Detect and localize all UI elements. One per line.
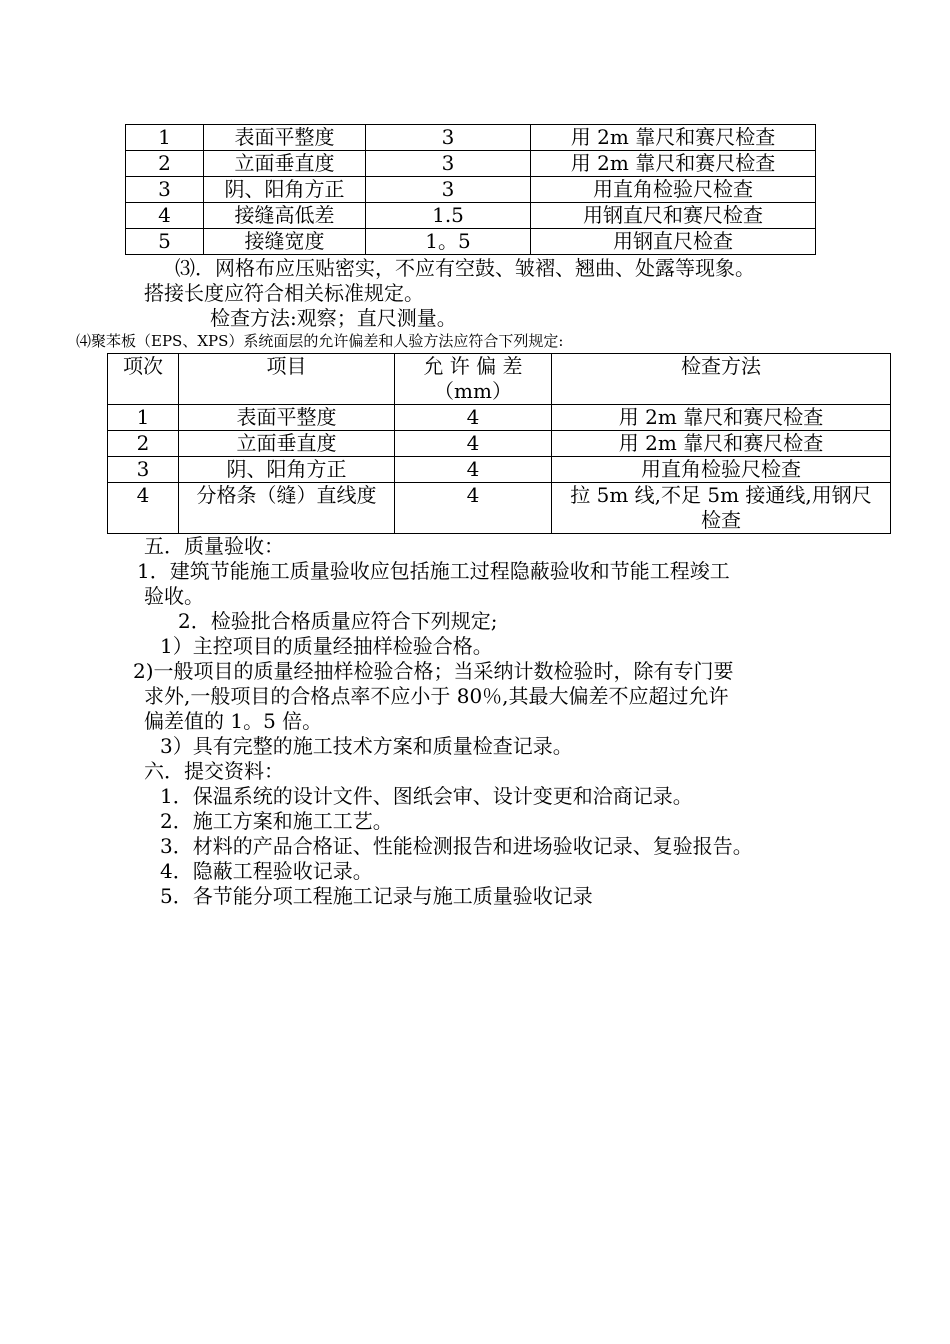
table-cell: 用钢直尺和赛尺检查 xyxy=(531,203,816,229)
tolerance-table-2 xyxy=(107,353,891,534)
table-cell: 3 xyxy=(366,177,531,203)
table-cell: 3 xyxy=(108,457,179,483)
table-cell: 用 2m 靠尺和赛尺检查 xyxy=(531,151,816,177)
section-6-item-3: 3．材料的产品合格证、性能检测报告和进场验收记录、复验报告。 xyxy=(160,834,753,858)
section-5-sub-1: 1）主控项目的质量经抽样检验合格。 xyxy=(160,634,493,658)
table-cell: 3 xyxy=(126,177,204,203)
section-6-item-4: 4．隐蔽工程验收记录。 xyxy=(160,859,373,883)
table-cell: 1.5 xyxy=(366,203,531,229)
table-row xyxy=(126,151,816,177)
table-cell: 用 2m 靠尺和赛尺检查 xyxy=(552,405,891,431)
table-cell: 3 xyxy=(366,125,531,151)
section-5-sub-3: 3）具有完整的施工技术方案和质量检查记录。 xyxy=(160,734,573,758)
table-cell: 用 2m 靠尺和赛尺检查 xyxy=(531,125,816,151)
table-cell: 1 xyxy=(108,405,179,431)
table-row xyxy=(108,431,891,457)
table-header-cell: 允 许 偏 差（mm） xyxy=(395,354,552,405)
paragraph-3-line-1: ⑶．网格布应压贴密实，不应有空鼓、皱褶、翘曲、处露等现象。 xyxy=(175,256,755,280)
table-cell: 表面平整度 xyxy=(179,405,395,431)
table-cell: 立面垂直度 xyxy=(204,151,366,177)
table-row xyxy=(108,457,891,483)
section-5-sub-2-line-1: 2)一般项目的质量经抽样检验合格；当采纳计数检验时，除有专门要 xyxy=(133,659,734,683)
table-cell: 2 xyxy=(108,431,179,457)
table-cell: 用钢直尺检查 xyxy=(531,229,816,255)
table-cell: 2 xyxy=(126,151,204,177)
table-cell: 阴、阳角方正 xyxy=(204,177,366,203)
table-row xyxy=(126,229,816,255)
table-cell: 4 xyxy=(395,483,552,534)
section-5-sub-2-line-3: 偏差值的 1。5 倍。 xyxy=(144,709,323,733)
table-header-cell: 项目 xyxy=(179,354,395,405)
table-cell: 4 xyxy=(126,203,204,229)
paragraph-4-heading: ⑷聚苯板（EPS、XPS）系统面层的允许偏差和人验方法应符合下列规定: xyxy=(76,332,564,350)
table-cell: 分格条（缝）直线度 xyxy=(179,483,395,534)
table-cell: 表面平整度 xyxy=(204,125,366,151)
table-row xyxy=(126,125,816,151)
table-row xyxy=(126,177,816,203)
section-6-item-1: 1．保温系统的设计文件、图纸会审、设计变更和洽商记录。 xyxy=(160,784,693,808)
table-cell: 1。5 xyxy=(366,229,531,255)
section-5-item-2: 2．检验批合格质量应符合下列规定; xyxy=(178,609,498,633)
table-header-cell: 检查方法 xyxy=(552,354,891,405)
table-row xyxy=(108,483,891,534)
section-5-item-1-line-1: 1．建筑节能施工质量验收应包括施工过程隐蔽验收和节能工程竣工 xyxy=(137,559,730,583)
table-cell: 阴、阳角方正 xyxy=(179,457,395,483)
section-6-title: 六．提交资料： xyxy=(144,759,284,783)
paragraph-3-method: 检查方法:观察；直尺测量。 xyxy=(210,306,457,330)
section-5-title: 五．质量验收： xyxy=(144,534,284,558)
table-cell: 4 xyxy=(395,431,552,457)
table-cell: 用直角检验尺检查 xyxy=(552,457,891,483)
table-cell: 接缝宽度 xyxy=(204,229,366,255)
table-cell: 4 xyxy=(395,457,552,483)
table-cell: 3 xyxy=(366,151,531,177)
tolerance-table-1 xyxy=(125,124,816,255)
table-cell: 接缝高低差 xyxy=(204,203,366,229)
table-cell: 4 xyxy=(108,483,179,534)
table-header-row xyxy=(108,354,891,405)
table-cell: 1 xyxy=(126,125,204,151)
section-5-sub-2-line-2: 求外,一般项目的合格点率不应小于 80％,其最大偏差不应超过允许 xyxy=(144,684,729,708)
table-cell: 立面垂直度 xyxy=(179,431,395,457)
section-6-item-2: 2．施工方案和施工工艺。 xyxy=(160,809,393,833)
table-header-cell: 项次 xyxy=(108,354,179,405)
table-row xyxy=(108,405,891,431)
section-6-item-5: 5．各节能分项工程施工记录与施工质量验收记录 xyxy=(160,884,593,908)
paragraph-3-line-2: 搭接长度应符合相关标准规定。 xyxy=(144,281,424,305)
table-cell: 4 xyxy=(395,405,552,431)
section-5-item-1-line-2: 验收。 xyxy=(144,584,204,608)
table-cell: 5 xyxy=(126,229,204,255)
table-cell: 用直角检验尺检查 xyxy=(531,177,816,203)
table-row xyxy=(126,203,816,229)
table-cell: 拉 5m 线,不足 5m 接通线,用钢尺检查 xyxy=(552,483,891,534)
table-cell: 用 2m 靠尺和赛尺检查 xyxy=(552,431,891,457)
